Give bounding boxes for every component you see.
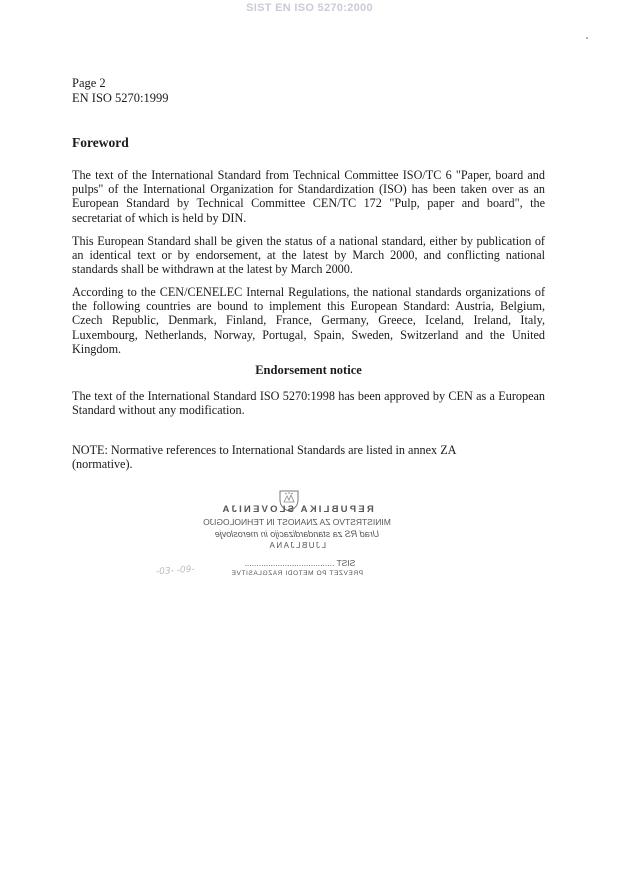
handwritten-date: -03- -09-: [155, 564, 196, 578]
page-number: Page 2: [72, 76, 106, 90]
stamp-line-5: SIST ......................................: [244, 558, 356, 568]
foreword-paragraph-2: This European Standard shall be given the status of a national standard, either by publication of an identical text or by endorsement, at the latest by March 2000, and conflicting national standards shall be withdrawn at the latest by March 2000.: [72, 234, 545, 277]
endorsement-heading: Endorsement notice: [255, 363, 362, 377]
foreword-paragraph-3: According to the CEN/CENELEC Internal Regulations, the national standards organizations of the following countries are bound to implement this European Standard: Austria, Belgium, Czech Republic, Denmark, Finland, France, Germany, Greece, Iceland, Ireland, Italy, Luxembourg, Netherlands, Norway, Portugal, Spain, Sweden, Switzerland and the United Kingdom.: [72, 285, 545, 356]
stamp-line-6: PREVZET PO METODI RAZGLASITVE: [230, 570, 364, 577]
stamp-line-1: REPUBLIKA SLOVENIJA: [220, 504, 374, 515]
watermark: SIST EN ISO 5270:2000: [246, 2, 373, 14]
page-header: [72, 76, 169, 106]
endorsement-text: The text of the International Standard ISO 5270:1998 has been approved by CEN as a European Standard without any modification.: [72, 389, 545, 418]
foreword-paragraph-1: The text of the International Standard from Technical Committee ISO/TC 6 "Paper, board and pulps" of the International Organization for Standardization (ISO) has been taken over as an European Standard by Technical Committee CEN/TC 172 "Pulp, paper and board", the secretariat of which is held by DIN.: [72, 168, 545, 225]
stamp-line-3: Urad RS za standardizacijo in meroslovje: [214, 529, 380, 539]
official-stamp: [150, 488, 390, 586]
standard-number: EN ISO 5270:1999: [72, 91, 169, 105]
foreword-heading: Foreword: [72, 135, 129, 150]
stamp-line-4: LJUBLJANA: [268, 541, 326, 550]
stamp-line-2: MINISTRSTVO ZA ZNANOST IN TEHNOLOGIJO: [203, 517, 391, 527]
scan-speck: [586, 37, 588, 39]
normative-note: NOTE: Normative references to International Standards are listed in annex ZA (normative).: [72, 443, 456, 472]
